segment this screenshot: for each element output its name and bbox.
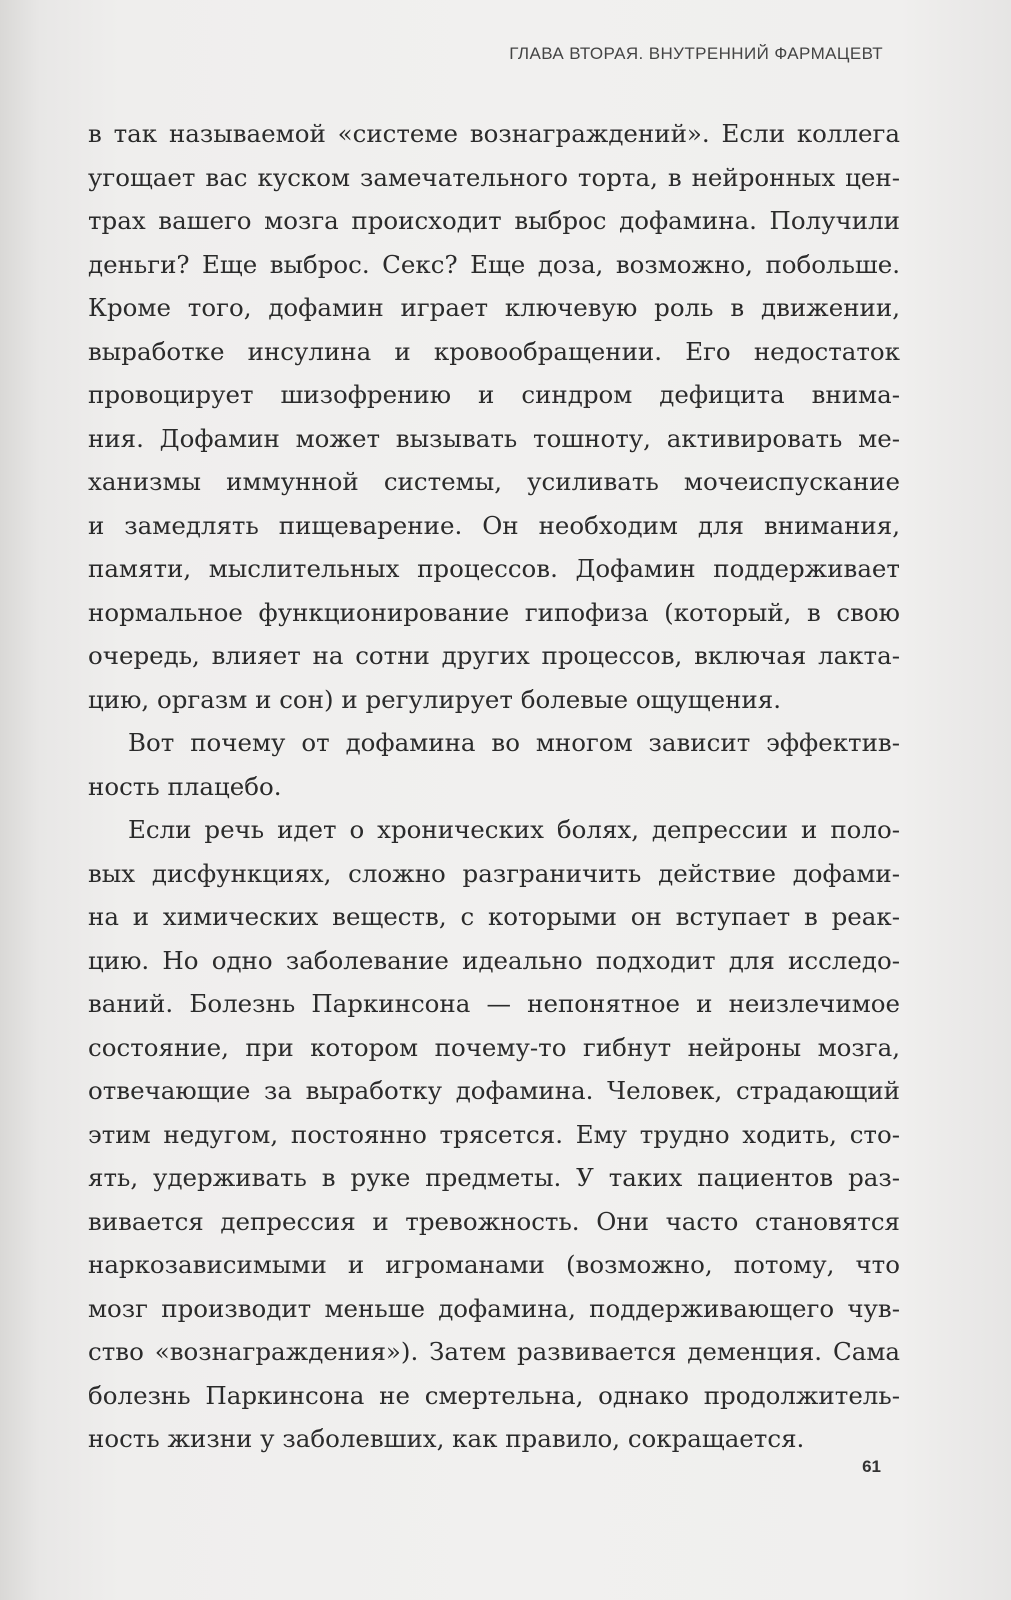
text-line: отвечающие за выработку дофамина. Человек, страдающий — [88, 1076, 900, 1105]
text-line: нормальное функционирование гипофиза (который, в свою — [88, 597, 900, 627]
text-line: цию, оргазм и сон) и регулирует болевые ощущения. — [88, 684, 781, 714]
text-line: деньги? Еще выброс. Секс? Еще доза, возможно, побольше. — [88, 249, 900, 279]
text-line: ность плацебо. — [88, 771, 282, 801]
text-line: ять, удерживать в руке предметы. У таких пациентов раз- — [88, 1163, 900, 1192]
page-number: 61 — [862, 1457, 881, 1476]
text-line: ство «вознаграждения»). Затем развивается деменция. Сама — [88, 1337, 900, 1366]
running-head: ГЛАВА ВТОРАЯ. ВНУТРЕННИЙ ФАРМАЦЕВТ — [509, 44, 883, 63]
text-line: ность жизни у заболевших, как правило, сокращается. — [88, 1424, 805, 1453]
text-line: ханизмы иммунной системы, усиливать мочеиспускание — [88, 467, 900, 496]
paragraph-1 — [88, 112, 900, 721]
text-line: очередь, влияет на сотни других процессов, включая лакта- — [88, 641, 900, 670]
text-line: памяти, мыслительных процессов. Дофамин поддерживает — [88, 554, 900, 583]
text-line: угощает вас куском замечательного торта, в нейронных цен- — [88, 162, 900, 192]
text-line: цию. Но одно заболевание идеально подходит для исследо- — [88, 945, 900, 975]
text-line: в так называемой «системе вознаграждений». Если коллега — [88, 119, 900, 148]
text-line: болезнь Паркинсона не смертельна, однако продолжитель- — [88, 1380, 900, 1410]
text-line: трах вашего мозга происходит выброс дофамина. Получили — [88, 206, 900, 235]
text-line: вивается депрессия и тревожность. Они часто становятся — [88, 1206, 900, 1236]
text-line: вых дисфункциях, сложно разграничить действие дофами- — [88, 858, 900, 888]
text-line: Вот почему от дофамина во многом зависит эффектив- — [128, 728, 900, 757]
text-line: этим недугом, постоянно трясется. Ему трудно ходить, сто- — [88, 1119, 900, 1149]
text-line: ваний. Болезнь Паркинсона — непонятное и неизлечимое — [88, 989, 900, 1018]
text-line: ния. Дофамин может вызывать тошноту, активировать ме- — [88, 423, 900, 453]
paragraph-2 — [88, 721, 900, 808]
text-line: провоцирует шизофрению и синдром дефицита внима- — [88, 380, 900, 409]
text-line: Кроме того, дофамин играет ключевую роль в движении, — [88, 293, 900, 322]
body-text — [88, 112, 900, 1461]
paragraph-3 — [88, 808, 900, 1461]
text-line: наркозависимыми и игроманами (возможно, потому, что — [88, 1250, 900, 1279]
text-line: Если речь идет о хронических болях, депрессии и поло- — [128, 815, 900, 844]
text-line: выработке инсулина и кровообращении. Его недостаток — [88, 336, 900, 366]
text-line: и замедлять пищеварение. Он необходим для внимания, — [88, 510, 900, 540]
text-line: состояние, при котором почему-то гибнут нейроны мозга, — [88, 1032, 900, 1062]
text-line: на и химических веществ, с которыми он вступает в реак- — [88, 902, 900, 931]
text-line: мозг производит меньше дофамина, поддерживающего чув- — [88, 1293, 900, 1323]
